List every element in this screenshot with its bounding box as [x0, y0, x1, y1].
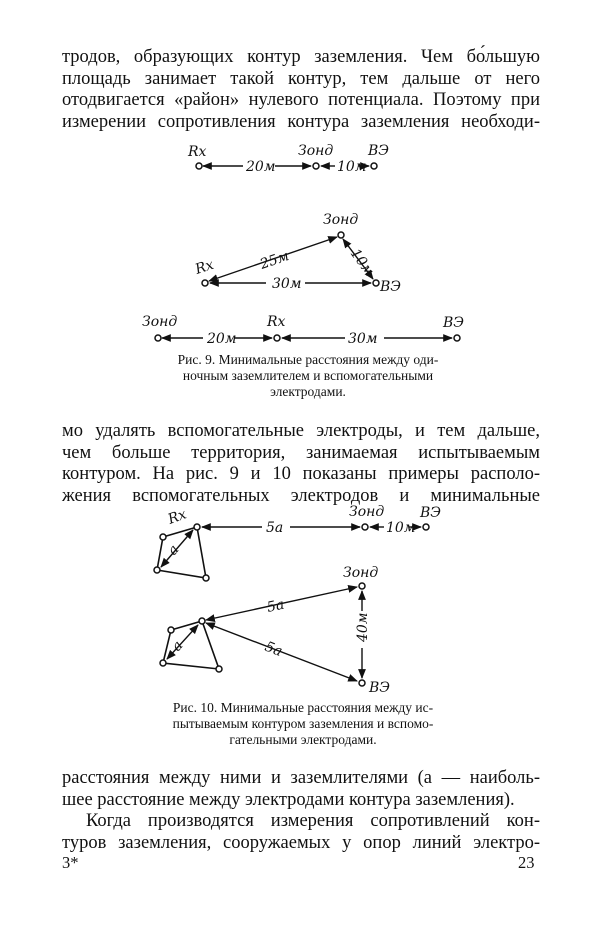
electrode-ve	[359, 680, 365, 686]
dim-10m: 10м	[346, 245, 378, 280]
text-line: отодвигается «район» нулевого потенциала. Поэтому при	[62, 90, 540, 110]
fig10-upper	[154, 504, 441, 581]
dim-10m: 10м	[386, 520, 416, 536]
text-line: Когда производятся измерения сопротивлений кон-	[86, 811, 540, 831]
signature-mark: 3*	[62, 853, 79, 872]
text-line: мо удалять вспомогательные электроды, и тем дальше,	[62, 421, 540, 441]
caption-line: гательными электродами.	[229, 732, 377, 747]
label-zond: Зонд	[349, 504, 385, 520]
label-rx: Rх	[165, 506, 189, 528]
caption-line: Рис. 10. Минимальные расстояния между ис-	[172, 700, 434, 715]
electrode-rx	[194, 524, 200, 530]
label-zond: Зонд	[298, 143, 334, 159]
label-ve: ВЭ	[443, 315, 464, 331]
figure-10-caption	[138, 700, 468, 748]
text-line: жения вспомогательных электродов и минимальные	[62, 485, 540, 506]
label-ve: ВЭ	[368, 143, 389, 159]
label-rx: Rх	[188, 144, 207, 160]
label-rx: Rх	[193, 256, 216, 278]
contour-electrode	[160, 534, 166, 540]
dim-5a: 5a	[265, 596, 286, 616]
page-number: 23	[518, 853, 535, 872]
text-line: измерении сопротивления контура заземления необходи-	[62, 111, 540, 132]
label-zond: Зонд	[323, 212, 359, 228]
label-zond: Зонд	[343, 565, 379, 581]
dim-5a: 5a	[266, 520, 284, 536]
dim-20m: 20м	[207, 331, 237, 347]
fig10-lower	[160, 565, 390, 696]
text-line: контуром. На рис. 9 и 10 показаны примеры располо-	[62, 464, 540, 484]
caption-line: электродами.	[270, 384, 346, 399]
caption-line: ночным заземлителем и вспомогательными	[182, 368, 434, 383]
electrode-zond	[359, 583, 365, 589]
contour-electrode	[203, 575, 209, 581]
dim-30m: 30м	[272, 276, 302, 292]
dim-25m: 25м	[258, 248, 292, 273]
contour-electrode	[154, 567, 160, 573]
text-line: тродов, образующих контур заземления. Чем бо́льшую	[62, 47, 540, 67]
dim-5a: 5a	[262, 638, 285, 660]
text-line: чем больше территория, занимаемая испытываемым	[62, 442, 540, 463]
dim-20m: 20м	[246, 159, 276, 175]
text-line: расстояния между ними и заземлителями (a — наиболь-	[62, 768, 540, 788]
text-line: туров заземления, сооружаемых у опор линий электро-	[62, 832, 540, 853]
dim-a: a	[168, 637, 187, 655]
label-ve: ВЭ	[380, 279, 401, 295]
text-line: площадь занимает такой контур, тем дальше от него	[62, 68, 540, 89]
electrode-rx	[199, 618, 205, 624]
contour-electrode	[216, 666, 222, 672]
contour-electrode	[168, 627, 174, 633]
dim-30m: 30м	[348, 331, 378, 347]
electrode-zond	[362, 524, 368, 530]
label-ve: ВЭ	[369, 680, 390, 696]
label-zond: Зонд	[142, 314, 178, 330]
label-ve: ВЭ	[420, 505, 441, 521]
dim-40m: 40м	[355, 612, 371, 642]
label-rx: Rх	[267, 314, 286, 330]
caption-line: пытываемым контуром заземления и вспомо-	[172, 716, 434, 731]
contour-electrode	[160, 660, 166, 666]
dim-10m: 10м	[337, 159, 367, 175]
dim-a: a	[164, 541, 183, 559]
paragraph-bottom	[62, 768, 540, 854]
electrode-ve	[423, 524, 429, 530]
caption-line: Рис. 9. Минимальные расстояния между оди-	[177, 352, 439, 367]
text-line: шее расстояние между электродами контура заземления).	[62, 789, 515, 810]
